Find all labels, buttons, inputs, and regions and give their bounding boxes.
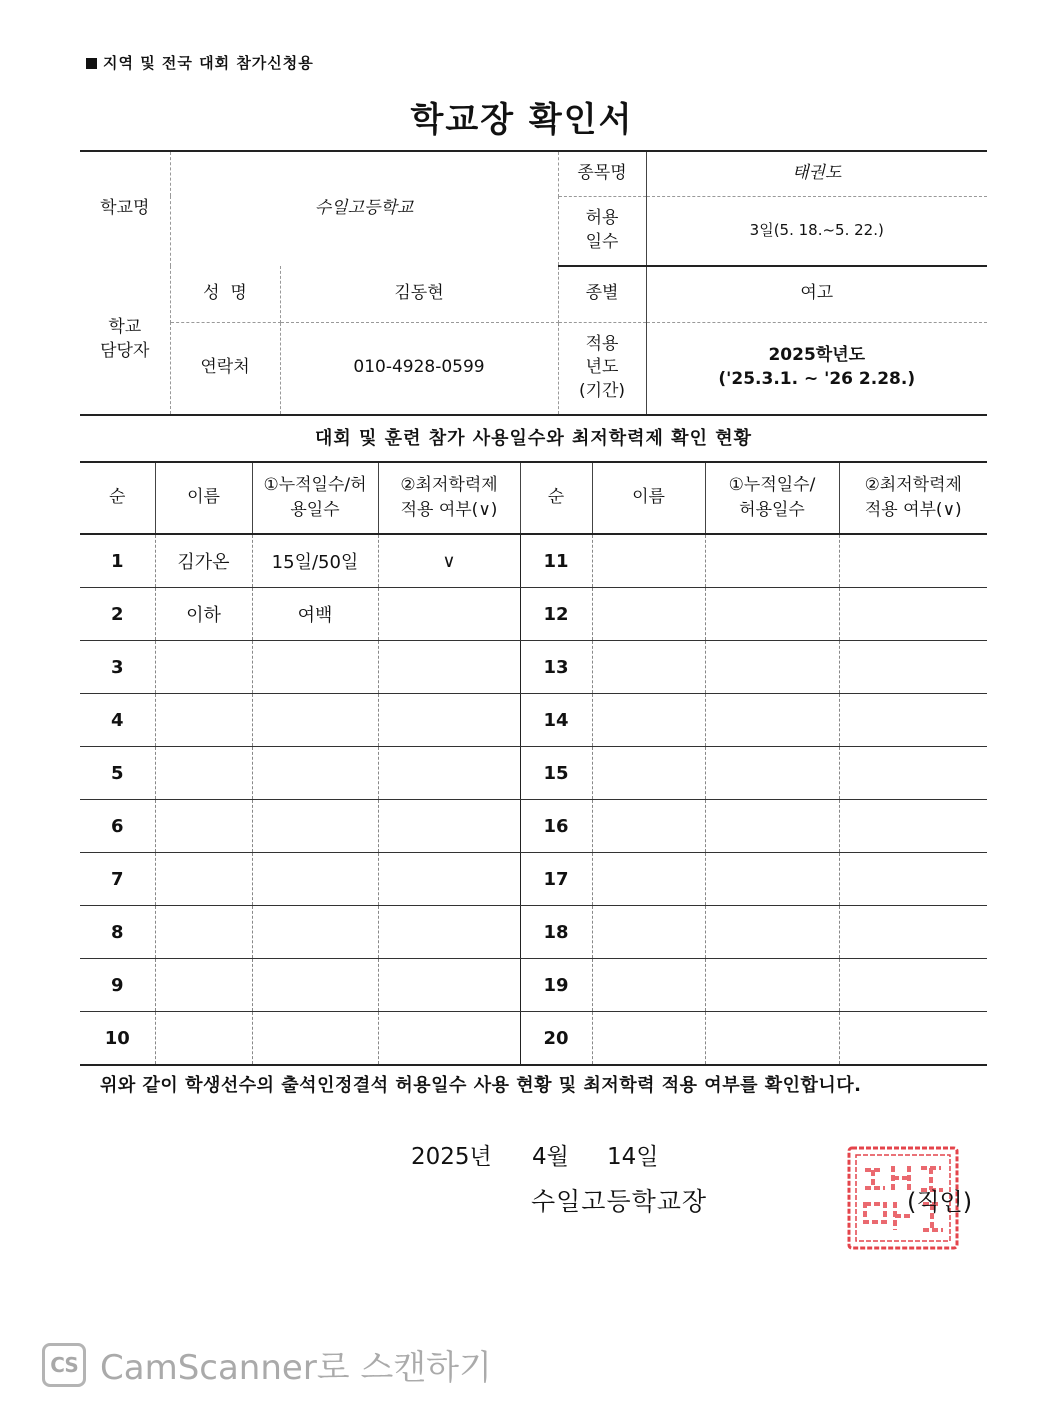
confirmation-statement: 위와 같이 학생선수의 출석인정결석 허용일수 사용 현황 및 최저학력 적용 여부를 확인합니다.	[100, 1075, 862, 1096]
header-min-academic: ②최저학력제 적용 여부(∨)	[839, 462, 987, 534]
roster-header-row	[80, 462, 987, 534]
row-name	[592, 959, 705, 1012]
row-order: 8	[80, 906, 155, 959]
row-order: 3	[80, 641, 155, 694]
row-min-academic	[839, 800, 987, 853]
row-days	[705, 853, 839, 906]
contact-value: 010-4928-0599	[280, 322, 558, 415]
square-bullet-icon	[86, 58, 97, 69]
row-name	[155, 747, 252, 800]
header-order: 순	[520, 462, 592, 534]
row-min-academic	[839, 853, 987, 906]
table-row	[80, 747, 987, 800]
row-min-academic	[378, 853, 520, 906]
table-row	[80, 906, 987, 959]
school-name-label: 학교명	[80, 151, 170, 266]
row-days	[252, 853, 378, 906]
date-month: 4월	[532, 1144, 569, 1170]
row-min-academic	[839, 747, 987, 800]
roster-table	[80, 461, 987, 1066]
camscanner-text: CamScanner로 스캔하기	[100, 1348, 492, 1388]
row-name: 이하	[155, 588, 252, 641]
camscanner-logo-icon: CS	[42, 1343, 86, 1387]
row-days	[705, 694, 839, 747]
row-days	[705, 534, 839, 588]
row-min-academic	[378, 747, 520, 800]
row-days	[252, 747, 378, 800]
row-name	[592, 1012, 705, 1066]
row-order: 17	[520, 853, 592, 906]
header-name: 이름	[592, 462, 705, 534]
row-order: 20	[520, 1012, 592, 1066]
row-name	[592, 853, 705, 906]
row-order: 19	[520, 959, 592, 1012]
row-name	[155, 853, 252, 906]
allowed-days-label: 허용 일수	[558, 196, 646, 266]
row-days	[705, 800, 839, 853]
row-name	[155, 1012, 252, 1066]
row-days	[252, 641, 378, 694]
header-min-academic: ②최저학력제 적용 여부(∨)	[378, 462, 520, 534]
row-days	[705, 959, 839, 1012]
principal-name: 수일고등학교장	[531, 1187, 708, 1216]
seal-note: (직인)	[907, 1188, 973, 1216]
row-min-academic	[378, 588, 520, 641]
table-row	[80, 800, 987, 853]
row-name	[592, 641, 705, 694]
row-min-academic	[839, 534, 987, 588]
row-order: 14	[520, 694, 592, 747]
camscanner-watermark	[42, 1340, 492, 1389]
row-name	[155, 800, 252, 853]
row-order: 5	[80, 747, 155, 800]
section-title: 대회 및 훈련 참가 사용일수와 최저학력제 확인 현황	[314, 428, 752, 449]
row-order: 13	[520, 641, 592, 694]
row-order: 18	[520, 906, 592, 959]
table-row	[80, 588, 987, 641]
row-order: 10	[80, 1012, 155, 1066]
header-days: ①누적일수/허 용일수	[252, 462, 378, 534]
row-min-academic	[839, 641, 987, 694]
table-row	[80, 853, 987, 906]
header-name: 이름	[155, 462, 252, 534]
sport-label: 종목명	[558, 151, 646, 196]
row-days	[252, 959, 378, 1012]
row-min-academic	[378, 641, 520, 694]
table-row	[80, 694, 987, 747]
row-order: 11	[520, 534, 592, 588]
row-days	[252, 1012, 378, 1066]
row-min-academic	[378, 959, 520, 1012]
row-min-academic	[839, 588, 987, 641]
row-days: 여백	[252, 588, 378, 641]
year-value: 2025학년도 ('25.3.1. ~ '26 2.28.)	[718, 345, 916, 390]
allowed-days-value: 3일(5. 18.~5. 22.)	[646, 196, 987, 266]
row-order: 12	[520, 588, 592, 641]
row-name	[592, 588, 705, 641]
header-note-text: 지역 및 전국 대회 참가신청용	[103, 54, 314, 72]
row-name: 김가온	[155, 534, 252, 588]
header-days: ①누적일수/ 허용일수	[705, 462, 839, 534]
row-min-academic	[378, 694, 520, 747]
row-name	[592, 906, 705, 959]
header-order: 순	[80, 462, 155, 534]
row-days	[705, 641, 839, 694]
date-day: 14일	[607, 1144, 659, 1170]
row-order: 7	[80, 853, 155, 906]
row-name	[155, 694, 252, 747]
row-order: 9	[80, 959, 155, 1012]
row-order: 16	[520, 800, 592, 853]
row-order: 2	[80, 588, 155, 641]
row-min-academic	[839, 1012, 987, 1066]
row-name	[592, 800, 705, 853]
sport-value: 태권도	[646, 151, 987, 196]
row-days	[252, 906, 378, 959]
row-min-academic	[839, 906, 987, 959]
table-row	[80, 959, 987, 1012]
contact-label: 연락처	[170, 322, 280, 415]
row-min-academic	[378, 800, 520, 853]
type-label: 종별	[558, 266, 646, 322]
row-days	[705, 588, 839, 641]
manager-label: 학교 담당자	[80, 266, 170, 415]
row-days: 15일/50일	[252, 534, 378, 588]
year-label: 적용 년도 (기간)	[558, 322, 646, 415]
table-row	[80, 1012, 987, 1066]
name-label: 성 명	[170, 266, 280, 322]
row-name	[155, 906, 252, 959]
row-order: 4	[80, 694, 155, 747]
table-row	[80, 534, 987, 588]
document-title: 학교장 확인서	[410, 100, 634, 140]
row-days	[252, 694, 378, 747]
row-name	[155, 959, 252, 1012]
school-info-table	[80, 150, 987, 416]
row-name	[592, 694, 705, 747]
row-days	[705, 906, 839, 959]
row-min-academic: ∨	[378, 534, 520, 588]
row-name	[592, 747, 705, 800]
row-name	[592, 534, 705, 588]
row-days	[705, 747, 839, 800]
row-name	[155, 641, 252, 694]
school-name-value: 수일고등학교	[170, 151, 558, 266]
row-order: 15	[520, 747, 592, 800]
row-days	[705, 1012, 839, 1066]
row-order: 1	[80, 534, 155, 588]
row-min-academic	[378, 906, 520, 959]
row-days	[252, 800, 378, 853]
name-value: 김동현	[280, 266, 558, 322]
type-value: 여고	[646, 266, 987, 322]
row-min-academic	[378, 1012, 520, 1066]
date-year: 2025년	[411, 1144, 492, 1170]
table-row	[80, 641, 987, 694]
row-order: 6	[80, 800, 155, 853]
row-min-academic	[839, 694, 987, 747]
header-note	[86, 52, 314, 73]
row-min-academic	[839, 959, 987, 1012]
